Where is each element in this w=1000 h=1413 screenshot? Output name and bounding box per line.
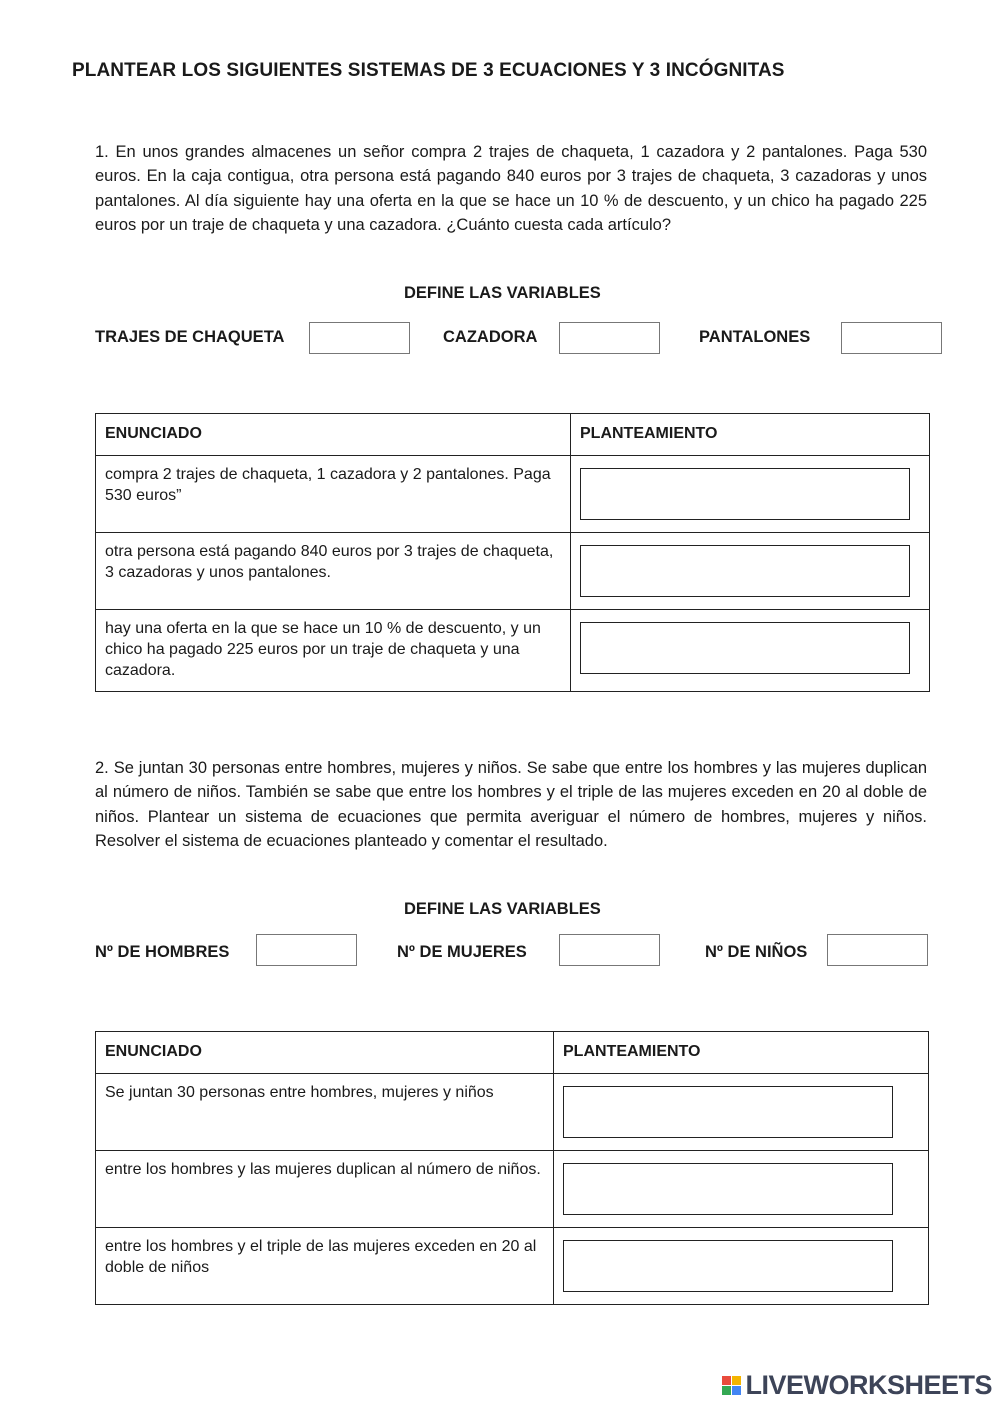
planteamiento-cell <box>554 1151 929 1228</box>
table-row <box>96 456 930 533</box>
planteamiento-cell <box>571 533 930 610</box>
variable-input-mujeres[interactable] <box>559 934 660 966</box>
logo-text: LIVEWORKSHEETS <box>745 1370 992 1400</box>
variable-input-trajes[interactable] <box>309 322 410 354</box>
planteamiento-cell <box>571 456 930 533</box>
enunciado-cell: compra 2 trajes de chaqueta, 1 cazadora y 2 pantalones. Paga 530 euros” <box>96 456 571 533</box>
enunciado-cell: entre los hombres y las mujeres duplican al número de niños. <box>96 1151 554 1228</box>
problem-2-define-variables-heading: DEFINE LAS VARIABLES <box>404 900 601 918</box>
table-row <box>96 533 930 610</box>
problem-2-statement: 2. Se juntan 30 personas entre hombres, mujeres y niños. Se sabe que entre los hombres y las mujeres duplican al número de niños. También se sabe que entre los hombres y el triple de las mujeres exceden en 20 al doble de niños. Plantear un sistema de ecuaciones que permita averiguar el número de hombres, mujeres y niños. Resolver el sistema de ecuaciones planteado y comentar el resultado. <box>95 759 927 850</box>
variable-label-ninos: Nº DE NIÑOS <box>705 943 808 961</box>
problem-2-table <box>95 1031 929 1305</box>
equation-input-2[interactable] <box>580 545 910 597</box>
logo-square <box>722 1376 731 1385</box>
logo-square <box>732 1386 741 1395</box>
planteamiento-cell <box>554 1074 929 1151</box>
table-row <box>96 1228 929 1305</box>
equation-input-5[interactable] <box>563 1163 893 1215</box>
variable-label-trajes: TRAJES DE CHAQUETA <box>95 328 285 346</box>
table-row <box>96 1074 929 1151</box>
variable-input-pantalones[interactable] <box>841 322 942 354</box>
problem-1-define-variables-heading: DEFINE LAS VARIABLES <box>404 284 601 302</box>
equation-input-4[interactable] <box>563 1086 893 1138</box>
table-row <box>96 1151 929 1228</box>
logo-square <box>732 1376 741 1385</box>
variable-label-pantalones: PANTALONES <box>699 328 811 346</box>
enunciado-cell: entre los hombres y el triple de las mujeres exceden en 20 al doble de niños <box>96 1228 554 1305</box>
planteamiento-cell <box>571 610 930 692</box>
header-planteamiento: PLANTEAMIENTO <box>554 1032 929 1074</box>
enunciado-cell: Se juntan 30 personas entre hombres, mujeres y niños <box>96 1074 554 1151</box>
enunciado-cell: hay una oferta en la que se hace un 10 % de descuento, y un chico ha pagado 225 euros por un traje de chaqueta y una cazadora. <box>96 610 571 692</box>
equation-input-3[interactable] <box>580 622 910 674</box>
header-enunciado: ENUNCIADO <box>96 1032 554 1074</box>
liveworksheets-logo <box>722 1370 992 1401</box>
equation-input-6[interactable] <box>563 1240 893 1292</box>
variable-input-hombres[interactable] <box>256 934 357 966</box>
liveworksheets-logo-icon <box>722 1376 741 1395</box>
planteamiento-cell <box>554 1228 929 1305</box>
problem-1-table <box>95 413 930 692</box>
variable-label-mujeres: Nº DE MUJERES <box>397 943 527 961</box>
header-planteamiento: PLANTEAMIENTO <box>571 414 930 456</box>
table-row <box>96 610 930 692</box>
logo-square <box>722 1386 731 1395</box>
variable-label-hombres: Nº DE HOMBRES <box>95 943 230 961</box>
page-title: PLANTEAR LOS SIGUIENTES SISTEMAS DE 3 ECUACIONES Y 3 INCÓGNITAS <box>72 60 785 81</box>
variable-input-ninos[interactable] <box>827 934 928 966</box>
problem-1-statement: 1. En unos grandes almacenes un señor compra 2 trajes de chaqueta, 1 cazadora y 2 pantalones. Paga 530 euros. En la caja contigua, otra persona está pagando 840 euros por 3 trajes de chaqueta, 3 cazadoras y unos pantalones. Al día siguiente hay una oferta en la que se hace un 10 % de descuento, y un chico ha pagado 225 euros por un traje de chaqueta y una cazadora. ¿Cuánto cuesta cada artículo? <box>95 143 927 234</box>
header-enunciado: ENUNCIADO <box>96 414 571 456</box>
equation-input-1[interactable] <box>580 468 910 520</box>
variable-input-cazadora[interactable] <box>559 322 660 354</box>
variable-label-cazadora: CAZADORA <box>443 328 538 346</box>
table-header-row <box>96 414 930 456</box>
enunciado-cell: otra persona está pagando 840 euros por 3 trajes de chaqueta, 3 cazadoras y unos pantalones. <box>96 533 571 610</box>
table-header-row <box>96 1032 929 1074</box>
